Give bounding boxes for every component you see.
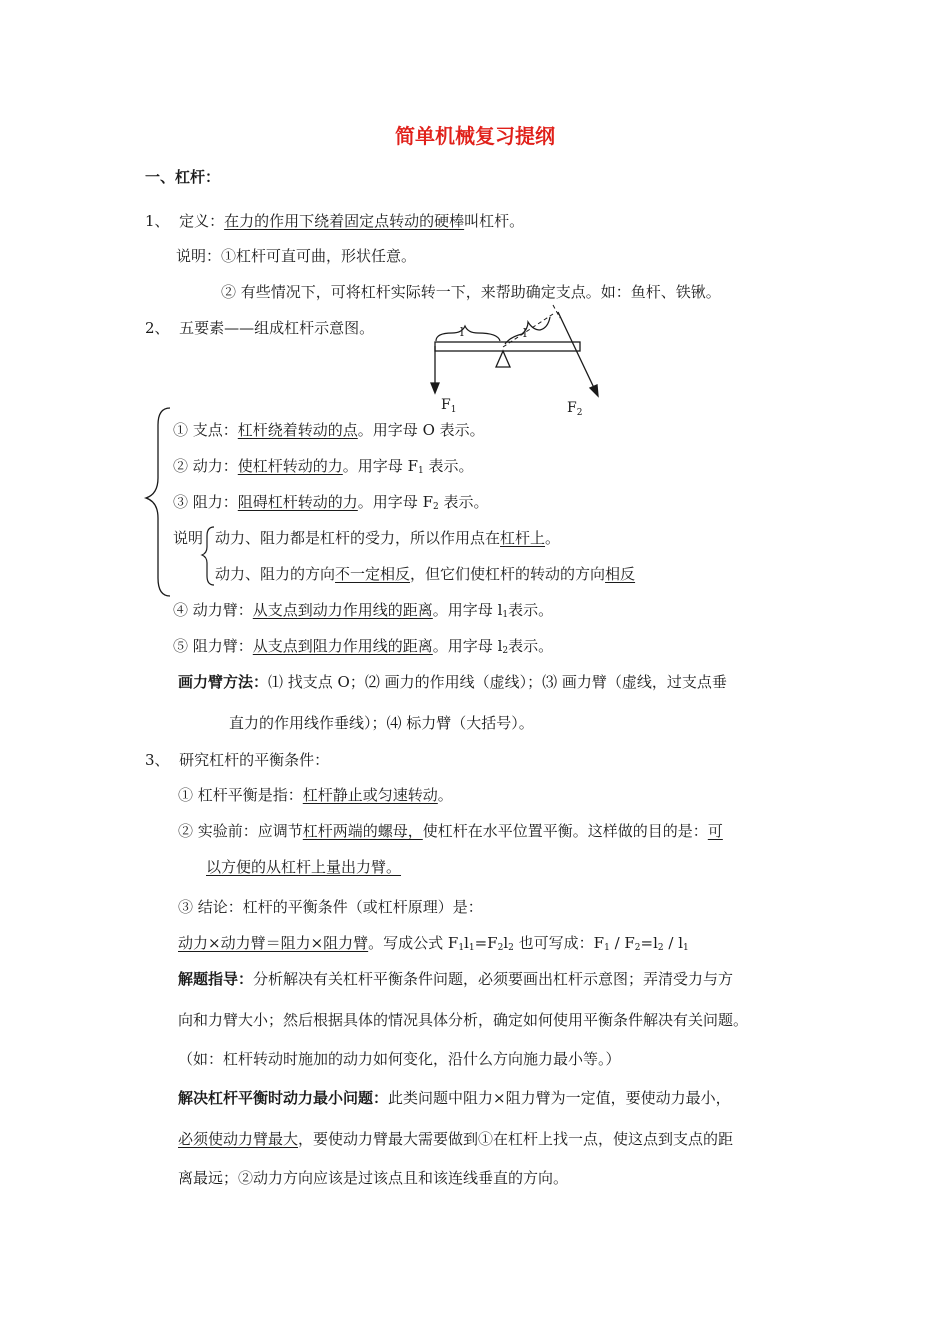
condition-1 — [178, 785, 453, 805]
condition-underlined: 可 — [707, 822, 723, 840]
element-definition: 阻碍杠杆转动的力 — [237, 493, 358, 511]
element-tail: 表示。 — [508, 637, 554, 655]
element-load — [173, 492, 489, 517]
formula-underlined: 动力×动力臂＝阻力×阻力臂 — [178, 934, 369, 952]
formula-text: =F — [474, 934, 498, 952]
note-underlined: 杠杆上 — [500, 529, 546, 547]
l1-brace — [436, 326, 500, 341]
condition-3: ③ 结论：杠杆的平衡条件（或杠杆原理）是： — [178, 898, 483, 916]
definition-underlined: 在力的作用下绕着固定点转动的硬棒 — [224, 212, 465, 230]
formula-text: l — [464, 934, 469, 952]
note-text: ，但它们使杠杆的转动的方向 — [410, 565, 606, 583]
condition-label: ② 实验前：应调节 — [178, 822, 303, 840]
subscript: 1 — [468, 943, 475, 953]
note-text: 动力、阻力的方向 — [215, 565, 336, 583]
method-label: 画力臂方法： — [178, 673, 269, 691]
min-force-label: 解决杠杆平衡时动力最小问题： — [178, 1089, 389, 1107]
condition-underlined: 杠杆两端的螺母， — [302, 822, 423, 840]
element-label: ② 动力： — [173, 457, 238, 475]
l1-label: l — [460, 325, 464, 339]
subscript: 2 — [502, 646, 509, 656]
element-symbol-text: 。用字母 l — [432, 637, 503, 655]
subscript: 2 — [634, 943, 641, 953]
element-label: ① 支点： — [173, 421, 238, 439]
method-text: ⑴ 找支点 O；⑵ 画力的作用线（虚线）；⑶ 画力臂（虚线，过支点垂 — [268, 673, 727, 691]
subscript: 2 — [657, 943, 664, 953]
five-elements-text: 五要素——组成杠杆示意图。 — [179, 319, 375, 337]
note-brace — [202, 527, 214, 585]
subscript: 1 — [417, 466, 424, 476]
note-underlined: 相反 — [605, 565, 636, 583]
subscript: 2 — [508, 943, 514, 953]
guide-line-3: （如：杠杆转动时施加的动力如何变化，沿什么方向施力最小等。） — [178, 1050, 621, 1068]
element-label: ③ 阻力： — [173, 493, 238, 511]
element-definition: 杠杆绕着转动的点 — [237, 421, 358, 439]
definition-label: 定义： — [179, 212, 225, 230]
subscript: 1 — [604, 943, 610, 953]
formula-line — [178, 933, 689, 958]
min-force-text: 此类问题中阻力×阻力臂为一定值，要使动力最小， — [388, 1089, 731, 1107]
element-symbol-text: 。用字母 F — [342, 457, 418, 475]
section-heading-lever: 一、杠杆： — [145, 168, 221, 186]
condition-2-continued: 以方便的从杠杆上量出力臂。 — [206, 858, 402, 876]
element-effort-arm — [173, 600, 553, 625]
note-direction-line — [215, 564, 635, 584]
f1-label: $F_1$ — [441, 397, 457, 415]
note-force-line — [215, 528, 560, 548]
fulcrum-triangle — [496, 351, 510, 367]
guide-line-2: 向和力臂大小；然后根据具体的情况具体分析，确定如何使用平衡条件解决有关问题。 — [178, 1011, 749, 1029]
min-force-line-1 — [178, 1088, 731, 1108]
element-effort — [173, 456, 474, 481]
element-label: ⑤ 阻力臂： — [173, 637, 253, 655]
formula-text: / l — [663, 934, 684, 952]
element-definition: 从支点到阻力作用线的距离 — [252, 637, 433, 655]
lever-bar — [435, 342, 580, 351]
definition-tail: 叫杠杆。 — [464, 212, 525, 230]
page-title: 简单机械复习提纲 — [395, 124, 555, 148]
condition-label: ① 杠杆平衡是指： — [178, 786, 303, 804]
note-line-2: ② 有些情况下，可将杠杆实际转一下，来帮助确定支点。如：鱼杆、铁锹。 — [221, 283, 721, 301]
item-number: 3、 — [145, 751, 170, 769]
f1-arrow — [431, 346, 439, 393]
min-force-underlined: 必须使动力臂最大 — [178, 1130, 299, 1148]
min-force-text: ，要使动力臂最大需要做到①在杠杆上找一点，使这点到支点的距 — [298, 1130, 734, 1148]
f2-arrow — [558, 312, 598, 396]
element-symbol-text: 。用字母 l — [432, 601, 503, 619]
l2-label: l — [523, 326, 527, 340]
f2-label: $F_2$ — [567, 400, 583, 418]
element-label: ④ 动力臂： — [173, 601, 253, 619]
elements-brace — [146, 408, 170, 596]
subscript: 1 — [683, 943, 689, 953]
element-symbol-text: 。用字母 O 表示。 — [357, 421, 485, 439]
guide-label: 解题指导： — [178, 970, 254, 988]
balance-heading-text: 研究杠杆的平衡条件： — [179, 751, 330, 769]
note-text: 动力、阻力都是杠杆的受力，所以作用点在 — [215, 529, 501, 547]
element-tail: 表示。 — [438, 493, 489, 511]
min-force-line-2 — [178, 1129, 733, 1149]
guide-line-1 — [178, 969, 733, 989]
element-load-arm — [173, 636, 553, 661]
method-line-2: 直力的作用线作垂线）；⑷ 标力臂（大括号）。 — [229, 714, 534, 732]
formula-text: 。写成公式 F — [368, 934, 459, 952]
element-tail: 表示。 — [508, 601, 554, 619]
condition-tail: 。 — [437, 786, 453, 804]
note-tail: 。 — [545, 529, 561, 547]
subscript: 2 — [432, 502, 439, 512]
element-tail: 表示。 — [423, 457, 474, 475]
element-definition: 使杠杆转动的力 — [237, 457, 343, 475]
formula-text: =l — [640, 934, 658, 952]
formula-text: l — [503, 934, 509, 952]
note-underlined: 不一定相反 — [335, 565, 411, 583]
element-definition: 从支点到动力作用线的距离 — [252, 601, 433, 619]
item-number: 1、 — [145, 212, 170, 230]
min-force-line-3: 离最远；②动力方向应该是过该点且和该连线垂直的方向。 — [178, 1169, 569, 1187]
condition-text: 使杠杆在水平位置平衡。这样做的目的是： — [422, 822, 708, 840]
element-fulcrum — [173, 420, 485, 440]
subscript: 2 — [497, 943, 504, 953]
subscript: 1 — [502, 610, 509, 620]
condition-2 — [178, 821, 723, 841]
balance-heading — [145, 750, 329, 770]
note-line-1: 说明：①杠杆可直可曲，形状任意。 — [176, 247, 417, 265]
shuoming-label: 说明 — [173, 529, 204, 547]
formula-text: 也可写成：F — [513, 934, 605, 952]
condition-underlined: 杠杆静止或匀速转动 — [302, 786, 438, 804]
item-number: 2、 — [145, 319, 170, 337]
element-symbol-text: 。用字母 F — [357, 493, 433, 511]
subscript: 1 — [458, 943, 465, 953]
guide-text: 分析解决有关杠杆平衡条件问题，必须要画出杠杆示意图；弄清受力与方 — [253, 970, 734, 988]
formula-text: / F — [609, 934, 635, 952]
method-line-1 — [178, 672, 727, 692]
